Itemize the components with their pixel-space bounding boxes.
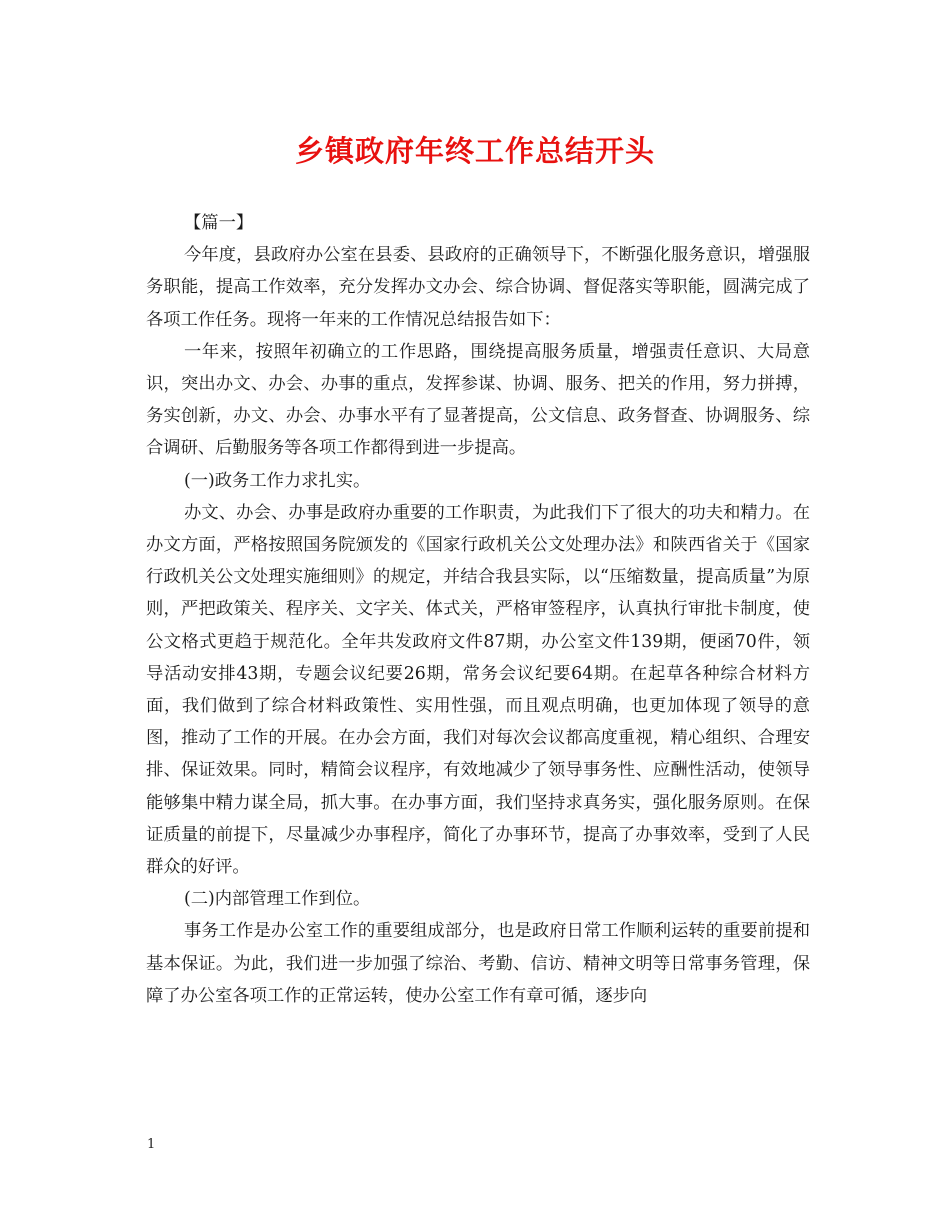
page-number: 1 <box>147 1137 156 1152</box>
section-heading: (一)政务工作力求扎实。 <box>184 470 371 491</box>
document-title: 乡镇政府年终工作总结开头 <box>294 134 655 168</box>
paragraph: 今年度，县政府办公室在县委、县政府的正确领导下，不断强化服务意识，增强服务职能，提高工作效率，充分发挥办文办会、综合协调、督促落实等职能，圆满完成了各项工作任务。现将一年来的工作情况总结报告如下： <box>146 245 810 330</box>
document-body <box>146 207 810 1012</box>
paragraph: 一年来，按照年初确立的工作思路，围绕提高服务质量，增强责任意识、大局意识，突出办文、办会、办事的重点，发挥参谋、协调、服务、把关的作用，努力拼搏，务实创新，办文、办会、办事水平有了显著提高，公文信息、政务督查、协调服务、综合调研、后勤服务等各项工作都得到进一步提高。 <box>146 341 810 459</box>
paragraph: 事务工作是办公室工作的重要组成部分，也是政府日常工作顺利运转的重要前提和基本保证。为此，我们进一步加强了综治、考勤、信访、精神文明等日常事务管理，保障了办公室各项工作的正常运转，使办公室工作有章可循，逐步向 <box>146 921 810 1006</box>
section-marker: 【篇一】 <box>184 213 254 233</box>
paragraph: 办文、办会、办事是政府办重要的工作职责，为此我们下了很大的功夫和精力。在办文方面，严格按照国务院颁发的《国家行政机关公文处理办法》和陕西省关于《国家行政机关公文处理实施细则》的规定，并结合我县实际，以“压缩数量，提高质量”为原则，严把政策关、程序关、文字关、体式关，严格审签程序，认真执行审批卡制度，使公文格式更趋于规范化。全年共发政府文件87期，办公室文件139期，便函70件，领导活动安排43期，专题会议纪要26期，常务会议纪要64期。在起草各种综合材料方面，我们做到了综合材料政策性、实用性强，而且观点明确，也更加体现了领导的意图，推动了工作的开展。在办会方面，我们对每次会议都高度重视，精心组织、合理安排、保证效果。同时，精简会议程序，有效地减少了领导事务性、应酬性活动，使领导能够集中精力谋全局，抓大事。在办事方面，我们坚持求真务实，强化服务原则。在保证质量的前提下，尽量减少办事程序，简化了办事环节，提高了办事效率，受到了人民群众的好评。 <box>146 502 810 878</box>
section-heading: (二)内部管理工作到位。 <box>184 889 371 910</box>
